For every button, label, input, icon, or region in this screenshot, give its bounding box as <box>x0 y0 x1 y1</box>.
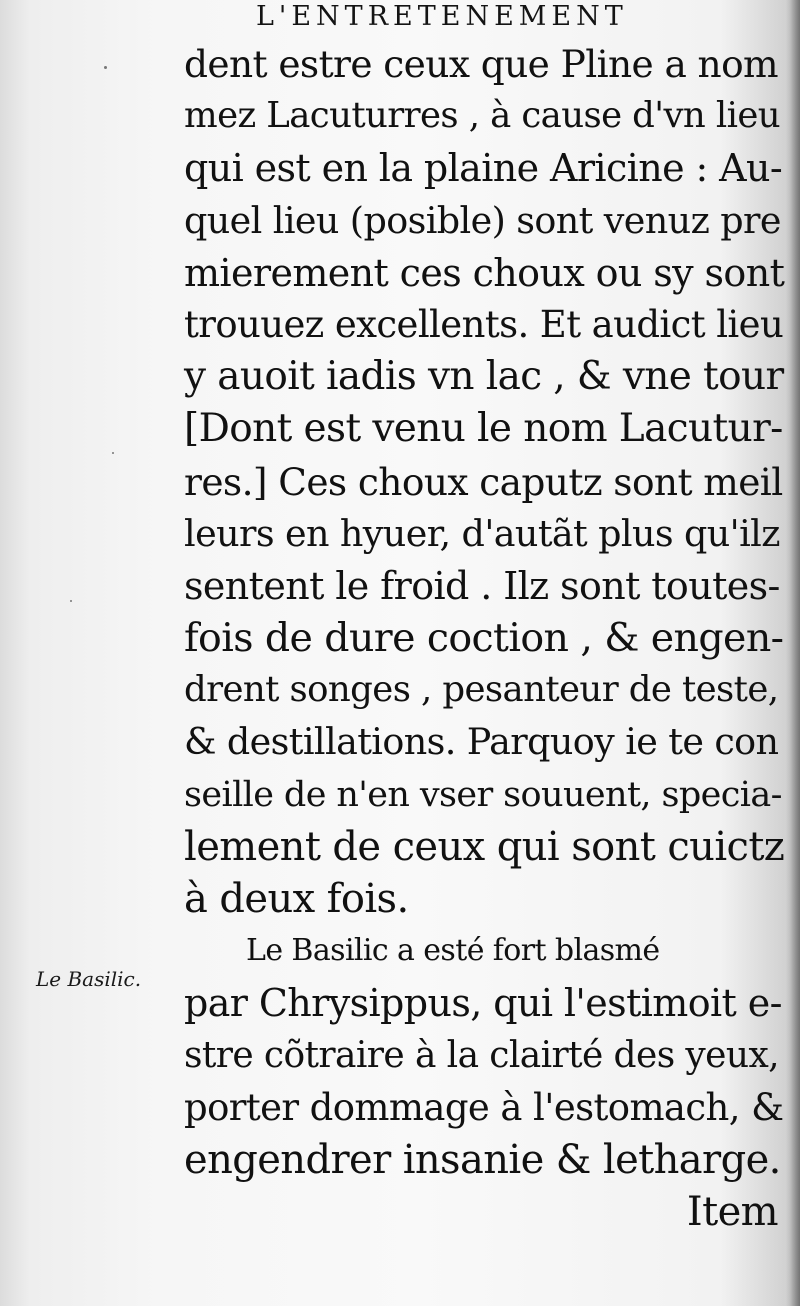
paper-speck <box>70 600 72 602</box>
margin-note: Le Basilic. <box>36 967 142 991</box>
text-line: sentent le froid . Ilz sont toutes- <box>184 563 780 608</box>
text-line: par Chrysippus, qui l'estimoit e- <box>184 981 782 1026</box>
paragraph-start-line: Le Basilic a esté fort blasmé <box>246 933 660 969</box>
text-line: res.] Ces choux caputz sont meil <box>184 459 783 504</box>
text-line: mierement ces choux ou sy sont <box>184 250 785 295</box>
text-line: porter dommage à l'estomach, & <box>184 1085 784 1129</box>
text-line: drent songes , pesanteur de teste, <box>184 669 779 711</box>
text-line: à deux fois. <box>184 876 409 922</box>
text-line: quel lieu (posible) sont venuz pre <box>184 198 781 242</box>
paper-speck <box>112 452 114 454</box>
text-line: seille de n'en vser souuent, specia- <box>184 774 782 815</box>
text-line: trouuez excellents. Et audict lieu <box>184 302 784 346</box>
text-line: [Dont est venu le nom Lacutur- <box>184 406 783 452</box>
text-line: fois de dure coction , & engen- <box>184 615 784 662</box>
text-line: y auoit iadis vn lac , & vne tour <box>184 354 784 400</box>
text-line: stre cõtraire à la clairté des yeux, <box>184 1034 779 1076</box>
text-line: engendrer insanie & letharge. <box>184 1136 781 1183</box>
catchword: Item <box>686 1189 778 1236</box>
paper-speck <box>104 66 107 69</box>
body-text <box>184 38 784 1238</box>
text-line: qui est en la plaine Aricine : Au- <box>184 146 783 191</box>
running-head: L'ENTRETENEMENT <box>256 1 628 32</box>
text-line: lement de ceux qui sont cuictz <box>184 823 785 870</box>
text-line: dent estre ceux que Pline a nom <box>184 42 779 86</box>
text-line: & destillations. Parquoy ie te con <box>184 720 779 764</box>
text-line: mez Lacuturres , à cause d'vn lieu <box>184 95 781 137</box>
page-edge-shadow <box>786 0 800 1306</box>
text-line: leurs en hyuer, d'autãt plus qu'ilz <box>184 511 780 555</box>
